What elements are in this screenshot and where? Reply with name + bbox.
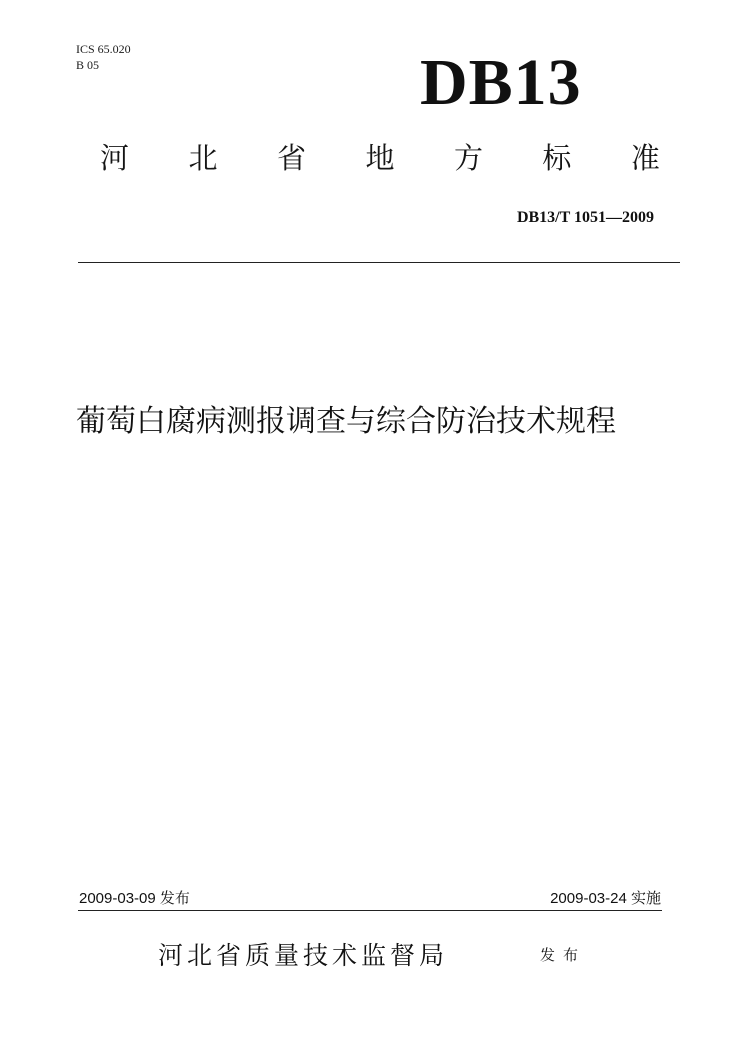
issuer-action: 发布	[540, 946, 587, 964]
issuing-authority: 河北省质量技术监督局	[158, 941, 449, 970]
header-divider	[78, 262, 680, 263]
ccs-code: B 05	[76, 58, 100, 72]
standard-type-char: 准	[630, 141, 660, 175]
standard-type-char: 地	[365, 141, 395, 175]
standard-logo: DB13	[420, 46, 582, 119]
standard-type-char: 省	[276, 141, 306, 175]
document-title: 葡萄白腐病测报调查与综合防治技术规程	[76, 404, 616, 439]
issue-date: 2009-03-09 发布	[79, 890, 190, 907]
standard-number: DB13/T 1051—2009	[516, 209, 654, 226]
footer-divider	[78, 910, 662, 911]
standard-type-heading	[100, 138, 660, 178]
standard-type-char: 河	[100, 141, 130, 175]
standard-type-char: 标	[542, 141, 572, 175]
standard-type-char: 方	[453, 141, 483, 175]
standard-type-char: 北	[188, 141, 218, 175]
ics-code: ICS 65.020	[76, 42, 131, 56]
classification-codes	[76, 41, 131, 73]
effective-date: 2009-03-24 实施	[550, 890, 661, 907]
